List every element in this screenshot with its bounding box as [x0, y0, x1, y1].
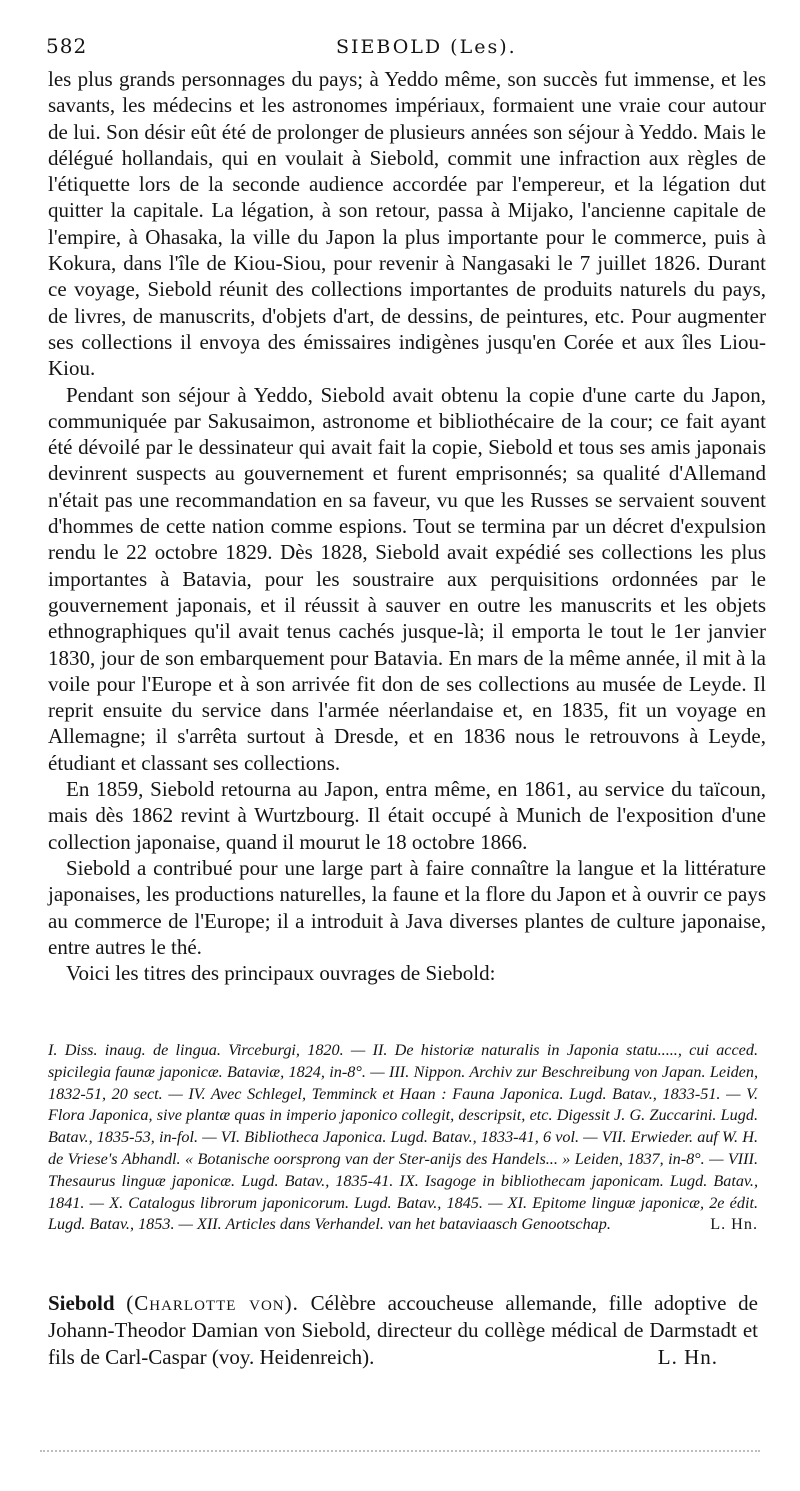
paragraph: Pendant son séjour à Yeddo, Siebold avait obtenu la copie d'une carte du Japon, communiquée par Sakusaimon, astronome et bibliothécaire de la cour; ce fait ayant été dévoilé par le dessinateur qui avait fait la copie, Siebold et tous ses amis japonais devinrent suspects au gouvernement et furent emprisonnés; sa qualité d'Allemand n'était pas une recommandation en sa faveur, vu que les Russes se servaient souvent d'hommes de cette nation comme espions. Tout se termina par un décret d'expulsion rendu le 22 octobre 1829. Dès 1828, Siebold avait expédié ses collections les plus importantes à Batavia, pour les soustraire aux perquisitions ordonnées par le gouvernement japonais, et il réussit à sauver en outre les manuscrits et les objets ethnographiques qu'il avait tenus cachés jusque-là; il emporta le tout le 1er janvier 1830, jour de son embarquement pour Batavia. En mars de la même année, il mit à la voile pour l'Europe et à son arrivée fit don de ses collections au musée de Leyde. Il reprit ensuite du service dans l'armée néerlandaise et, en 1835, fit un voyage en Allemagne; il s'arrêta surtout à Dresde, et en 1836 nous le retrouvons à Leyde, étudiant et classant ses collections.	[48, 382, 766, 775]
author-signature: L. Hn.	[710, 1215, 758, 1234]
page-number: 582	[46, 34, 88, 58]
paragraph: Voici les titres des principaux ouvrages de Siebold:	[66, 961, 496, 986]
running-title: SIEBOLD (Les).	[336, 36, 517, 58]
entry-given-names: (Charlotte von).	[126, 1291, 299, 1315]
page-header	[46, 34, 766, 64]
paragraph: En 1859, Siebold retourna au Japon, entra même, en 1861, au service du taïcoun, mais dès 1862 revint à Wurtzbourg. Il était occupé à Munich de l'exposition d'une collection japonaise, quand il mourut le 18 octobre 1866.	[48, 777, 766, 854]
bottom-divider	[40, 1450, 760, 1452]
paragraph: Siebold a contribué pour une large part à faire connaître la langue et la littérature japonaises, les productions naturelles, la faune et la flore du Japon et à ouvrir ce pays au commerce de l'Europe; il a introduit à Java diverses plantes de culture japonaise, entre autres le thé.	[48, 855, 766, 959]
article-body	[48, 66, 766, 986]
entry-signature: L. Hn.	[657, 1345, 718, 1369]
bibliography	[48, 1040, 758, 1236]
bibliography-text: I. Diss. inaug. de lingua. Virceburgi, 1820. — II. De historiæ naturalis in Japonia statu....., cui acced. spicilegia faunæ japonicæ. Bataviæ, 1824, in-8°. — III. Nippon. Archiv zur Beschreibung von Japan. Leiden, 1832-51, 20 sect. — IV. Avec Schlegel, Temminck et Haan : Fauna Japonica. Lugd. Batav., 1833-51. — V. Flora Japonica, sive plantæ quas in imperio japonico collegit, descripsit, etc. Digessit J. G. Zuccarini. Lugd. Batav., 1835-53, in-fol. — VI. Bibliotheca Japonica. Lugd. Batav., 1833-41, 6 vol. — VII. Erwieder. auf W. H. de Vriese's Abhandl. « Botanische oorsprong van der Ster-anijs des Handels... » Leiden, 1837, in-8°. — VIII. Thesaurus linguæ japonicæ. Lugd. Batav., 1835-41. IX. Isagoge in bibliothecam japonicam. Lugd. Batav., 1841. — X. Catalogus librorum japonicorum. Lugd. Batav., 1845. — XI. Epitome linguæ japonicæ, 2e édit. Lugd. Batav., 1853. — XII. Articles dans Verhandel. van het bataviaasch Genootschap.	[48, 1041, 758, 1234]
entry-headword: Siebold	[48, 1291, 115, 1315]
entry-text: Célèbre accoucheuse allemande, fille adoptive de Johann-Theodor Damian von Siebold, directeur du collège médical de Darmstadt et fils de Carl-Caspar (voy. Heidenreich).	[48, 1291, 759, 1369]
dictionary-entry	[48, 1290, 758, 1371]
paragraph: les plus grands personnages du pays; à Yeddo même, son succès fut immense, et les savants, les médecins et les astronomes impériaux, formaient une vraie cour autour de lui. Son désir eût été de prolonger de plusieurs années son séjour à Yeddo. Mais le délégué hollandais, qui en voulait à Siebold, commit une infraction aux règles de l'étiquette lors de la seconde audience accordée par l'empereur, et la légation dut quitter la capitale. La légation, à son retour, passa à Mijako, l'ancienne capitale de l'empire, à Ohasaka, la ville du Japon la plus importante pour le commerce, puis à Kokura, dans l'île de Kiou-Siou, pour revenir à Nangasaki le 7 juillet 1826. Durant ce voyage, Siebold réunit des collections importantes de produits naturels du pays, de livres, de manuscrits, d'objets d'art, de dessins, de peintures, etc. Pour augmenter ses collections il envoya des émissaires indigènes jusqu'en Corée et aux îles Liou-Kiou.	[48, 67, 766, 381]
